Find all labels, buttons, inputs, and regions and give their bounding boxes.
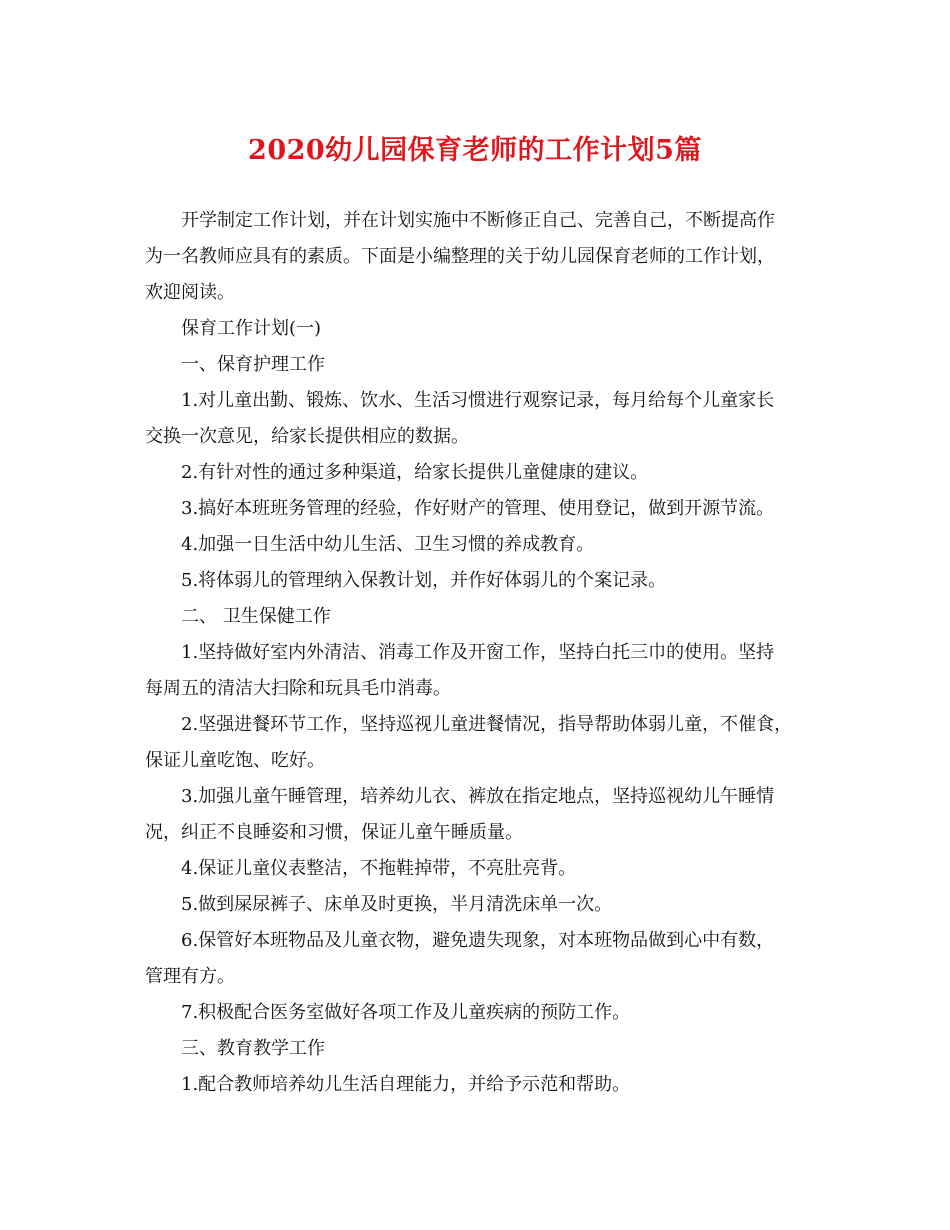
text-line: 欢迎阅读。	[145, 282, 235, 303]
document-body	[145, 203, 810, 1103]
text-line: 2.坚强进餐环节工作，坚持巡视儿童进餐情况，指导帮助体弱儿童，不催食，	[181, 714, 793, 735]
text-line: 6.保管好本班物品及儿童衣物，避免遗失现象，对本班物品做到心中有数，	[181, 930, 775, 951]
text-line: 为一名教师应具有的素质。下面是小编整理的关于幼儿园保育老师的工作计划，	[145, 246, 775, 267]
text-line: 每周五的清洁大扫除和玩具毛巾消毒。	[145, 678, 451, 699]
text-line: 保育工作计划(一)	[181, 318, 322, 339]
text-line: 交换一次意见，给家长提供相应的数据。	[145, 426, 469, 447]
text-line: 5.做到屎尿裤子、床单及时更换，半月清洗床单一次。	[181, 894, 613, 915]
text-line: 保证儿童吃饱、吃好。	[145, 750, 325, 771]
text-line: 一、保育护理工作	[181, 354, 325, 375]
text-line: 三、教育教学工作	[181, 1038, 325, 1059]
text-line: 3.搞好本班班务管理的经验，作好财产的管理、使用登记，做到开源节流。	[181, 498, 775, 519]
text-line: 4.加强一日生活中幼儿生活、卫生习惯的养成教育。	[181, 534, 595, 555]
text-line: 1.坚持做好室内外清洁、消毒工作及开窗工作，坚持白托三巾的使用。坚持	[181, 642, 775, 663]
text-line: 1.对儿童出勤、锻炼、饮水、生活习惯进行观察记录，每月给每个儿童家长	[181, 390, 775, 411]
text-line: 3.加强儿童午睡管理，培养幼儿衣、裤放在指定地点，坚持巡视幼儿午睡情	[181, 786, 775, 807]
text-line: 1.配合教师培养幼儿生活自理能力，并给予示范和帮助。	[181, 1074, 631, 1095]
text-line: 2.有针对性的通过多种渠道，给家长提供儿童健康的建议。	[181, 462, 649, 483]
text-line: 二、 卫生保健工作	[181, 606, 331, 627]
text-line: 管理有方。	[145, 966, 235, 987]
text-line: 4.保证儿童仪表整洁，不拖鞋掉带，不亮肚亮背。	[181, 858, 577, 879]
text-line: 况，纠正不良睡姿和习惯，保证儿童午睡质量。	[145, 822, 523, 843]
document-title: 2020幼儿园保育老师的工作计划5篇	[248, 135, 702, 166]
text-line: 7.积极配合医务室做好各项工作及儿童疾病的预防工作。	[181, 1002, 631, 1023]
text-line: 开学制定工作计划，并在计划实施中不断修正自己、完善自己，不断提高作	[181, 210, 775, 231]
text-line: 5.将体弱儿的管理纳入保教计划，并作好体弱儿的个案记录。	[181, 570, 667, 591]
